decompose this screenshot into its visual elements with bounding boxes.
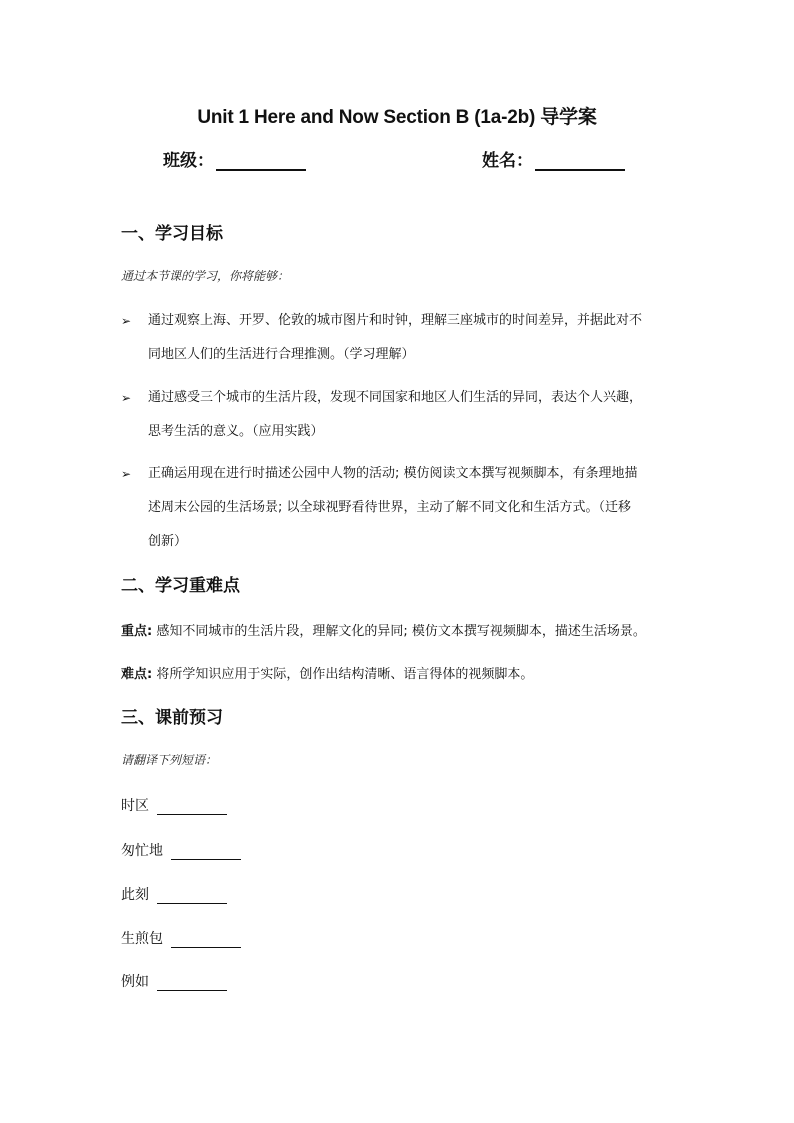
phrase-item — [121, 884, 227, 904]
class-label: 班级： — [163, 151, 214, 171]
arrow-bullet-icon: ➢ — [121, 391, 132, 405]
difficulty-paragraph — [121, 663, 691, 682]
goal-3-line-1: 正确运用现在进行时描述公园中人物的活动; 模仿阅读文本撰写视频脚本，有条理地描 — [148, 466, 638, 481]
section-heading-key-points: 二、学习重难点 — [121, 576, 240, 596]
phrase-item — [121, 928, 241, 948]
answer-blank[interactable] — [157, 976, 227, 991]
phrase-label: 匆忙地 — [121, 843, 163, 859]
difficulty-text: 将所学知识应用于实际，创作出结构清晰、语言得体的视频脚本。 — [152, 667, 534, 682]
difficulty-label: 难点: — [121, 667, 153, 682]
goal-1-line-2: 同地区人们的生活进行合理推测。（学习理解） — [148, 347, 415, 362]
name-field — [482, 146, 625, 171]
phrase-label: 例如 — [121, 974, 149, 990]
arrow-bullet-icon: ➢ — [121, 467, 132, 481]
section-heading-preview: 三、课前预习 — [121, 708, 223, 728]
goal-item-3 — [121, 457, 686, 559]
goal-item-2 — [121, 381, 686, 449]
goal-1-line-1: 通过观察上海、开罗、伦敦的城市图片和时钟，理解三座城市的时间差异，并据此对不 — [148, 313, 643, 328]
phrase-label: 生煎包 — [121, 931, 163, 947]
phrase-item — [121, 971, 227, 991]
key-point-label: 重点: — [121, 624, 153, 639]
answer-blank[interactable] — [157, 889, 227, 904]
arrow-bullet-icon: ➢ — [121, 314, 132, 328]
name-label: 姓名： — [482, 151, 533, 171]
goal-2-line-2: 思考生活的意义。（应用实践） — [148, 424, 324, 439]
key-point-paragraph — [121, 620, 691, 639]
goal-3-line-3: 创新） — [148, 534, 188, 549]
goal-3-line-2: 述周末公园的生活场景; 以全球视野看待世界，主动了解不同文化和生活方式。（迁移 — [148, 500, 632, 515]
section-heading-goals: 一、学习目标 — [121, 224, 223, 244]
answer-blank[interactable] — [171, 845, 241, 860]
goal-item-1 — [121, 304, 686, 372]
phrase-item — [121, 840, 241, 860]
class-field — [163, 146, 306, 171]
answer-blank[interactable] — [171, 933, 241, 948]
answer-blank[interactable] — [157, 800, 227, 815]
class-blank[interactable] — [216, 151, 306, 171]
name-blank[interactable] — [535, 151, 625, 171]
phrase-label: 此刻 — [121, 887, 149, 903]
preview-intro: 请翻译下列短语： — [121, 753, 218, 767]
phrase-item — [121, 795, 227, 815]
key-point-text: 感知不同城市的生活片段，理解文化的异同; 模仿文本撰写视频脚本，描述生活场景。 — [152, 624, 646, 639]
goal-2-line-1: 通过感受三个城市的生活片段，发现不同国家和地区人们生活的异同，表达个人兴趣， — [148, 390, 643, 405]
page-title: Unit 1 Here and Now Section B (1a-2b) 导学案 — [197, 107, 597, 128]
goals-intro: 通过本节课的学习，你将能够： — [121, 269, 290, 283]
phrase-label: 时区 — [121, 798, 149, 814]
